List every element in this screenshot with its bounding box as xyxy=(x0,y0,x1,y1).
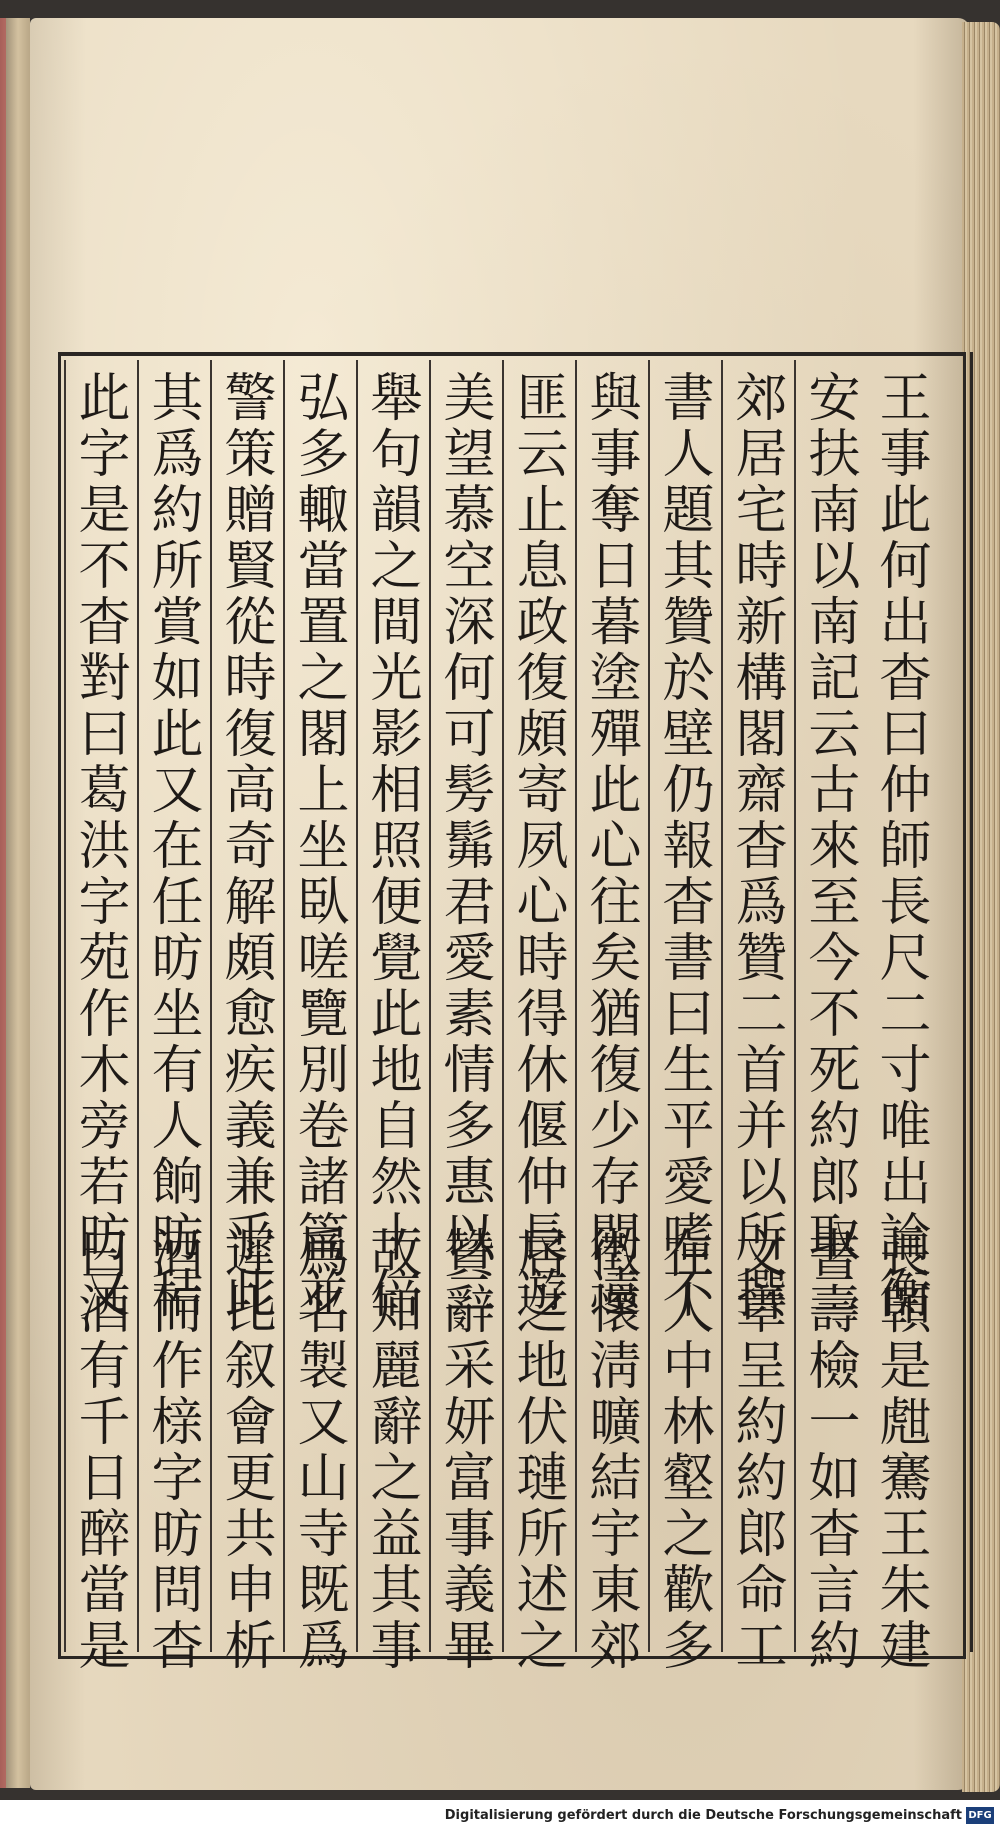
column-lower-text: 居之地伏璉所述之 xyxy=(507,1226,567,1674)
text-column xyxy=(137,360,212,1674)
column-lower-text: 爲名製又山寺既爲 xyxy=(288,1226,348,1674)
column-lower-text: 酒而作榇字昉問杳 xyxy=(142,1226,202,1674)
column-lower-text: 長顊是甝騫王朱建 xyxy=(870,1226,930,1674)
column-upper-text: 與事奪日暮塗殫此心往矣猶復少存閑遠 xyxy=(580,370,640,1322)
column-lower-text: 故知麗辭之益其事 xyxy=(361,1226,421,1674)
column-lower-text: 文章呈約約郎命工 xyxy=(726,1226,786,1674)
column-upper-text: 郊居宅時新構閣齋杳爲贊二首并以所撰 xyxy=(726,370,786,1322)
red-page-edge xyxy=(0,18,6,1788)
column-lower-text: 在人中林壑之歡多 xyxy=(653,1226,713,1674)
column-upper-text: 王事此何出杳曰仲師長尺二寸唯出論衡 xyxy=(870,370,930,1322)
text-column xyxy=(210,360,285,1674)
text-columns xyxy=(62,360,940,1674)
footer-credit: Digitalisierung gefördert durch die Deutsche Forschungsgemeinschaft xyxy=(444,1808,962,1823)
column-upper-text: 匪云止息政復頗寄夙心時得休偃仲長遊 xyxy=(507,370,567,1322)
dfg-logo: DFG xyxy=(966,1807,994,1824)
text-column xyxy=(794,360,869,1674)
column-upper-text: 其爲約所賞如此又在任昉坐有人餉昉秸 xyxy=(142,370,202,1322)
column-upper-text: 此字是不杳對曰葛洪字苑作木旁若昉又 xyxy=(69,370,129,1322)
text-column xyxy=(575,360,650,1674)
text-column xyxy=(64,360,139,1674)
footer-bar xyxy=(0,1800,1000,1833)
center-fold-margin xyxy=(970,352,993,1652)
column-lower-text: 曰酒有千日醉當是 xyxy=(69,1226,129,1674)
column-lower-text: 徵懷淸曠結宇東郊 xyxy=(580,1226,640,1674)
column-lower-text: 贊辭采妍富事義畢 xyxy=(434,1226,494,1674)
text-column xyxy=(867,360,940,1674)
column-upper-text: 舉句韻之間光影相照便覺此地自然十倍 xyxy=(361,370,421,1322)
column-lower-text: 書壽檢一如杳言約 xyxy=(799,1226,859,1674)
column-upper-text: 書人題其贊於壁仍報杳書曰生平愛嗜不 xyxy=(653,370,713,1322)
text-column xyxy=(502,360,577,1674)
column-lower-text: 遲比叙會更共申析 xyxy=(215,1226,275,1674)
left-page-leaf xyxy=(0,18,30,1788)
column-upper-text: 弘多輙當置之閣上坐臥嗟覽別卷諸篇並 xyxy=(288,370,348,1322)
text-column xyxy=(356,360,431,1674)
column-upper-text: 安扶南以南記云古來至今不死約郎取二 xyxy=(799,370,859,1322)
text-column xyxy=(721,360,796,1674)
text-column xyxy=(283,360,358,1674)
column-upper-text: 警策贈賢從時復高奇解頗愈疾義兼乎此 xyxy=(215,370,275,1322)
text-column xyxy=(648,360,723,1674)
column-upper-text: 美望慕空深何可髣髴君愛素情多惠以二 xyxy=(434,370,494,1322)
text-column xyxy=(429,360,504,1674)
